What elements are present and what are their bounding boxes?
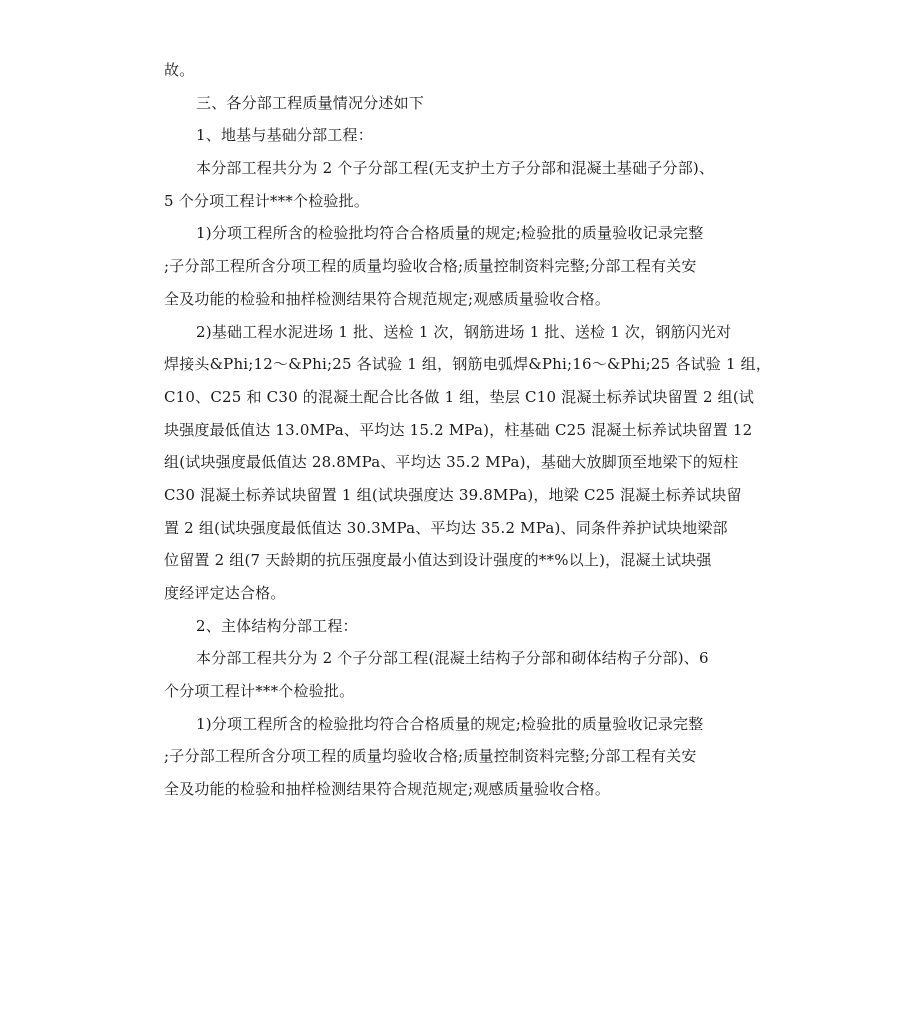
text-line: 个分项工程计***个检验批。 xyxy=(164,682,355,701)
text-line: 5 个分项工程计***个检验批。 xyxy=(164,191,370,210)
text-line: 全及功能的检验和抽样检测结果符合规范规定;观感质量验收合格。 xyxy=(164,780,611,799)
text-line: C30 混凝土标养试块留置 1 组(试块强度达 39.8MPa)，地梁 C25 混凝土标养试块留 xyxy=(164,485,742,504)
text-line: 故。 xyxy=(164,61,195,79)
section-heading: 三、各分部工程质量情况分述如下 xyxy=(196,93,425,112)
text-line: 置 2 组(试块强度最低值达 30.3MPa、平均达 35.2 MPa)、同条件养护试块地梁部 xyxy=(164,518,728,537)
text-line: 焊接头&Phi;12～&Phi;25 各试验 1 组，钢筋电弧焊&Phi;16～&Phi;25 各试验 1 组， xyxy=(164,355,772,374)
text-line: 本分部工程共分为 2 个子分部工程(混凝土结构子分部和砌体结构子分部)、6 xyxy=(196,649,709,668)
text-line: 1)分项工程所含的检验批均符合合格质量的规定;检验批的质量验收记录完整 xyxy=(196,714,704,733)
subsection-heading: 2、主体结构分部工程： xyxy=(196,616,358,635)
text-line: 块强度最低值达 13.0MPa、平均达 15.2 MPa)，柱基础 C25 混凝土标养试块留置 12 xyxy=(164,420,753,439)
text-line: ;子分部工程所含分项工程的质量均验收合格;质量控制资料完整;分部工程有关安 xyxy=(164,257,697,276)
text-line: 位留置 2 组(7 天龄期的抗压强度最小值达到设计强度的**%以上)，混凝土试块强 xyxy=(164,551,712,570)
text-line: 2)基础工程水泥进场 1 批、送检 1 次，钢筋进场 1 批、送检 1 次，钢筋闪光对 xyxy=(196,322,732,341)
text-line: 全及功能的检验和抽样检测结果符合规范规定;观感质量验收合格。 xyxy=(164,289,611,308)
text-line: C10、C25 和 C30 的混凝土配合比各做 1 组，垫层 C10 混凝土标养试块留置 2 组(试 xyxy=(164,387,755,406)
text-line: 1)分项工程所含的检验批均符合合格质量的规定;检验批的质量验收记录完整 xyxy=(196,224,704,243)
document-page xyxy=(164,54,772,806)
text-line: 本分部工程共分为 2 个子分部工程(无支护土方子分部和混凝土基础子分部)、 xyxy=(196,159,715,178)
text-line: ;子分部工程所含分项工程的质量均验收合格;质量控制资料完整;分部工程有关安 xyxy=(164,747,697,766)
text-line: 度经评定达合格。 xyxy=(164,584,286,602)
text-line: 组(试块强度最低值达 28.8MPa、平均达 35.2 MPa)，基础大放脚顶至地梁下的短柱 xyxy=(164,453,739,472)
subsection-heading: 1、地基与基础分部工程： xyxy=(196,126,373,145)
